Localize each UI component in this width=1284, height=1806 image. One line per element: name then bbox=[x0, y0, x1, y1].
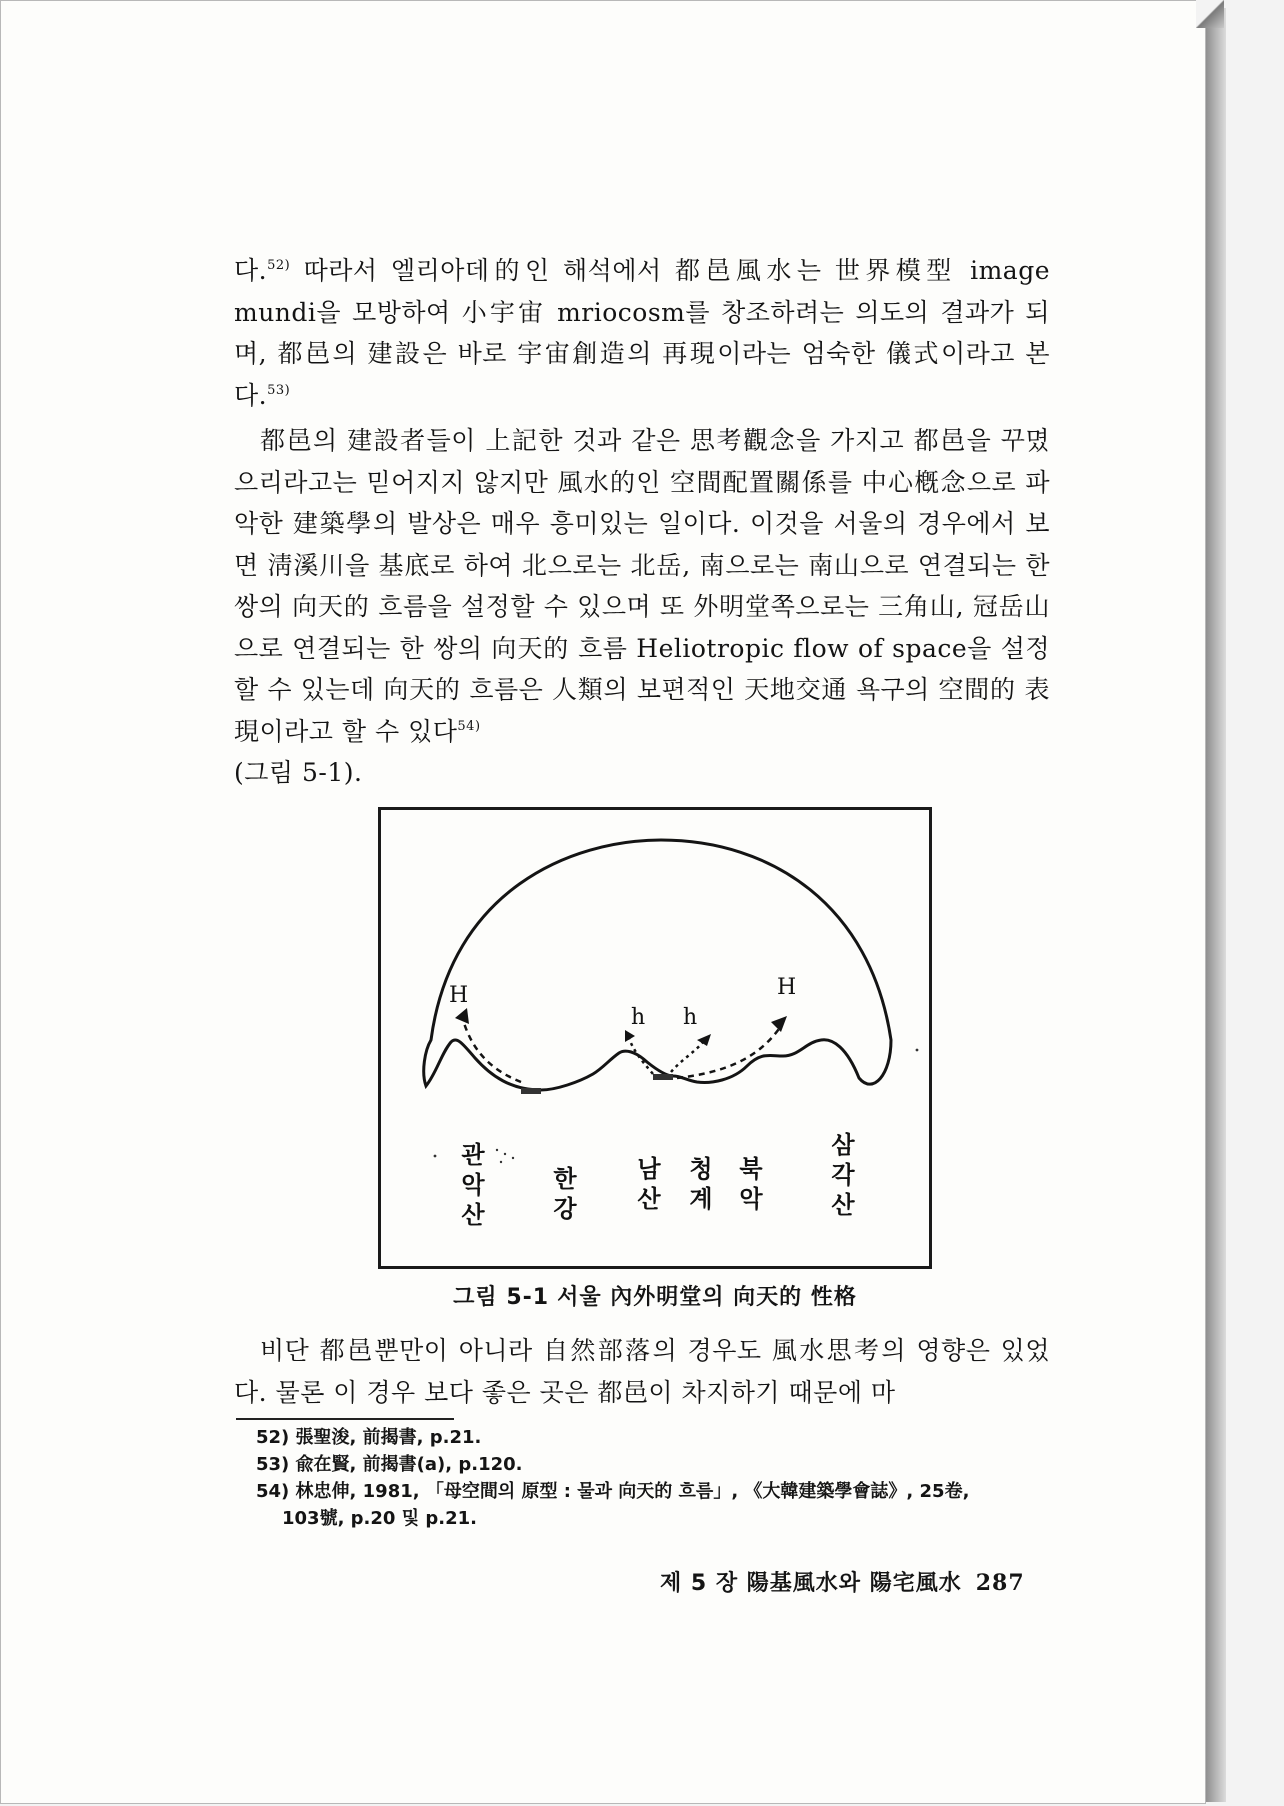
footnote-52: 52) 張聖浚, 前揭書, p.21. bbox=[256, 1427, 482, 1448]
paragraph-1 bbox=[234, 250, 1050, 416]
speck bbox=[512, 1157, 514, 1159]
place-bugak: 북 악 bbox=[739, 1155, 763, 1213]
place-samgaksan: 삼 각 산 bbox=[831, 1131, 855, 1219]
figure-caption-number: 그림 5-1 bbox=[453, 1285, 550, 1310]
flow-small-right bbox=[671, 1042, 703, 1072]
speck bbox=[434, 1155, 437, 1158]
figure-5-1 bbox=[378, 807, 932, 1269]
arrowhead-small-right bbox=[697, 1034, 711, 1046]
label-H-right: H bbox=[777, 975, 797, 1000]
speck bbox=[496, 1149, 498, 1151]
figure-caption-text: 서울 內外明堂의 向天的 性格 bbox=[557, 1285, 857, 1310]
arrowhead-small-left bbox=[625, 1030, 635, 1042]
paragraph-2-figure-ref: (그림 5-1). bbox=[234, 758, 363, 787]
arrowhead-right bbox=[771, 1016, 787, 1032]
body-text-top bbox=[234, 250, 1050, 794]
body-text-bottom bbox=[234, 1330, 1050, 1413]
label-h-right: h bbox=[683, 1005, 698, 1030]
arrowhead-left bbox=[455, 1008, 469, 1024]
place-namsan: 남 산 bbox=[637, 1155, 661, 1213]
paragraph-1-pre: 다. bbox=[234, 256, 268, 285]
cheonggye-marker bbox=[653, 1074, 673, 1080]
place-cheonggye: 청 계 bbox=[689, 1155, 713, 1213]
footnote-53: 53) 兪在賢, 前揭書(a), p.120. bbox=[256, 1454, 523, 1475]
paragraph-3: 비단 都邑뿐만이 아니라 自然部落의 경우도 風水思考의 영향은 있었다. 물론 이 경우 보다 좋은 곳은 都邑이 차지하기 때문에 마 bbox=[234, 1336, 1050, 1407]
speck bbox=[500, 1161, 502, 1163]
footnote-ref-52[interactable]: 52) bbox=[267, 258, 291, 273]
paragraph-2 bbox=[234, 420, 1050, 794]
hangang-marker bbox=[521, 1088, 541, 1094]
page-edge-shadow bbox=[1206, 8, 1226, 1802]
footnote-ref-54[interactable]: 54) bbox=[457, 718, 481, 734]
chapter-title: 제 5 장 陽基風水와 陽宅風水 bbox=[660, 1571, 962, 1596]
paragraph-1-text: 따라서 엘리아데的인 해석에서 都邑風水는 世界模型 image mundi을 모방하여 小宇宙 mriocosm를 창조하려는 의도의 결과가 되며, 都邑의 建設은 바로 宇宙創造의 再現이라는 엄숙한 儀式이라고 본다. bbox=[234, 256, 1050, 410]
footnotes bbox=[256, 1424, 1056, 1532]
footnote-ref-53[interactable]: 53) bbox=[267, 382, 291, 398]
footnote-divider bbox=[236, 1418, 454, 1420]
speck bbox=[916, 1049, 919, 1052]
label-h-left: h bbox=[631, 1005, 646, 1030]
figure-caption bbox=[378, 1280, 932, 1311]
place-gwanaksan: 관 악 산 bbox=[461, 1141, 485, 1229]
running-footer bbox=[660, 1566, 1025, 1597]
page-corner-curl bbox=[1196, 0, 1224, 28]
label-H-left: H bbox=[449, 983, 469, 1008]
paragraph-2-text: 都邑의 建設者들이 上記한 것과 같은 思考觀念을 가지고 都邑을 꾸몄으리라고는 믿어지지 않지만 風水的인 空間配置關係를 中心槪念으로 파악한 建築學의 발상은 매우 흥미있는 일이다. 이것을 서울의 경우에서 보면 淸溪川을 基底로 하여 北으로는 北岳, 南으로는 南山으로 연결되는 한 쌍의 向天的 흐름을 설정할 수 있으며 또 外明堂쪽으로는 三角山, 冠岳山으로 연결되는 한 쌍의 向天的 흐름 Heliotropic flow of space을 설정할 수 있는데 向天的 흐름은 人類의 보편적인 天地交通 욕구의 空間的 表現이라고 할 수 있다 bbox=[234, 426, 1050, 746]
footnote-54-continued: 103號, p.20 및 p.21. bbox=[282, 1508, 477, 1529]
speck bbox=[504, 1153, 506, 1155]
page-number: 287 bbox=[975, 1570, 1025, 1596]
sky-dome-outline bbox=[424, 840, 891, 1090]
place-hangang: 한 강 bbox=[553, 1165, 577, 1223]
footnote-54: 54) 林忠伸, 1981, 「母空間의 原型 : 물과 向天的 흐름」, 《大韓建築學會誌》, 25卷, bbox=[256, 1481, 970, 1502]
